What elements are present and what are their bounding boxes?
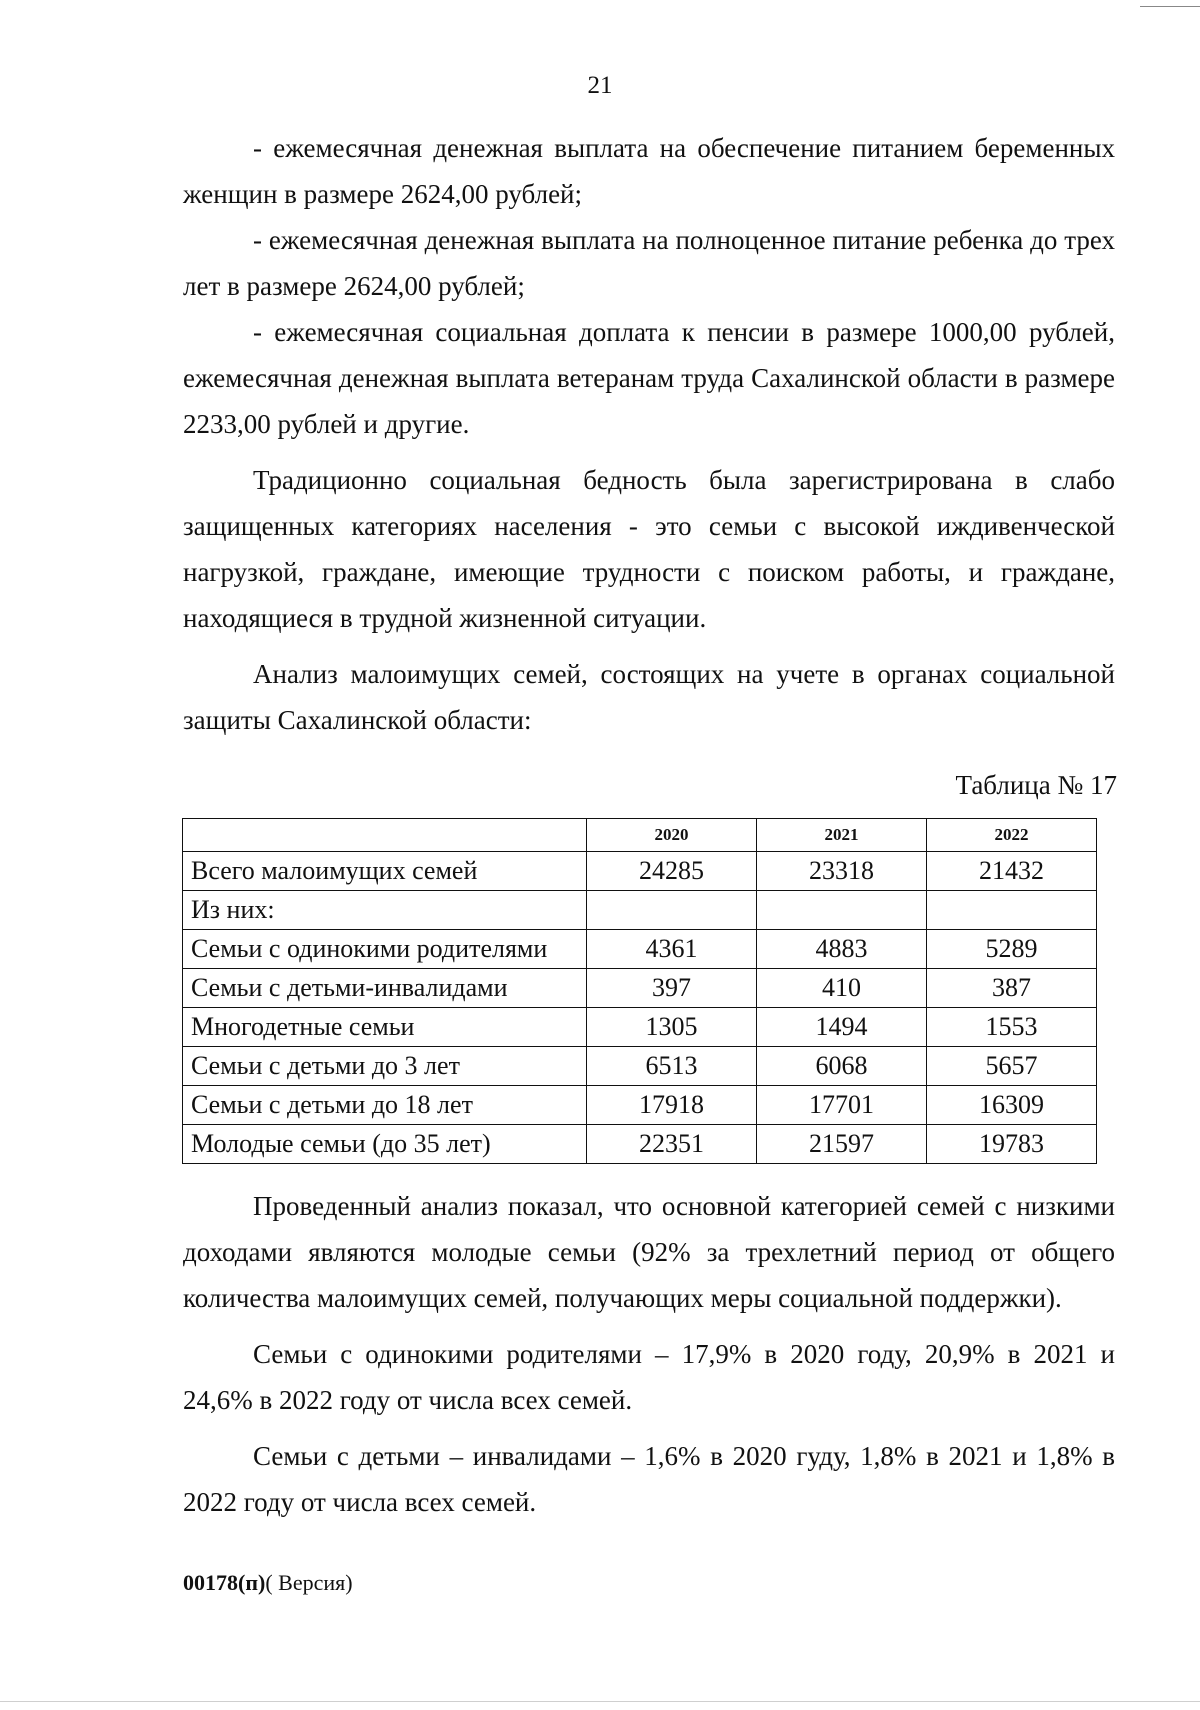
table-row-label: Из них: bbox=[183, 891, 587, 930]
text-block-top bbox=[183, 125, 1115, 743]
table-row-label: Многодетные семьи bbox=[183, 1008, 587, 1047]
paragraph: - ежемесячная социальная доплата к пенсии в размере 1000,00 рублей, ежемесячная денежная выплата ветеранам труда Сахалинской области в размере 2233,00 рублей и другие. bbox=[183, 317, 1115, 439]
table-cell: 4883 bbox=[757, 930, 927, 969]
table-cell: 23318 bbox=[757, 852, 927, 891]
table-cell: 1305 bbox=[587, 1008, 757, 1047]
table-cell: 19783 bbox=[927, 1125, 1097, 1164]
text-block-bottom bbox=[183, 1183, 1115, 1525]
table-cell: 4361 bbox=[587, 930, 757, 969]
table-cell: 387 bbox=[927, 969, 1097, 1008]
table-row-label: Семьи с детьми до 3 лет bbox=[183, 1047, 587, 1086]
page-number: 21 bbox=[587, 72, 613, 99]
table-cell: 21597 bbox=[757, 1125, 927, 1164]
table-row-label: Семьи с детьми-инвалидами bbox=[183, 969, 587, 1008]
scan-edge-line bbox=[1140, 6, 1200, 7]
table-row bbox=[183, 930, 1097, 969]
table-cell: 410 bbox=[757, 969, 927, 1008]
table-cell: 5289 bbox=[927, 930, 1097, 969]
table-cell: 1494 bbox=[757, 1008, 927, 1047]
table-row bbox=[183, 891, 1097, 930]
table-header-cell: 2021 bbox=[757, 819, 927, 852]
table-row bbox=[183, 1047, 1097, 1086]
table-cell: 24285 bbox=[587, 852, 757, 891]
table-row-label: Молодые семьи (до 35 лет) bbox=[183, 1125, 587, 1164]
paragraph: Традиционно социальная бедность была зарегистрирована в слабо защищенных категориях населения - это семьи с высокой иждивенческой нагрузкой, граждане, имеющие трудности с поиском работы, и граждане, находящиеся в трудной жизненной ситуации. bbox=[183, 465, 1115, 633]
table-header-cell bbox=[183, 819, 587, 852]
table-row-label: Семьи с детьми до 18 лет bbox=[183, 1086, 587, 1125]
table-header-cell: 2020 bbox=[587, 819, 757, 852]
document-version: ( Версия) bbox=[265, 1570, 353, 1595]
table-cell: 17918 bbox=[587, 1086, 757, 1125]
table-cell bbox=[757, 891, 927, 930]
paragraph: - ежемесячная денежная выплата на полноценное питание ребенка до трех лет в размере 2624,00 рублей; bbox=[183, 225, 1115, 301]
table-header-cell: 2022 bbox=[927, 819, 1097, 852]
table-header-row bbox=[183, 819, 1097, 852]
table-cell: 397 bbox=[587, 969, 757, 1008]
table-cell: 5657 bbox=[927, 1047, 1097, 1086]
paragraph: Семьи с одинокими родителями – 17,9% в 2020 году, 20,9% в 2021 и 24,6% в 2022 году от числа всех семей. bbox=[183, 1339, 1115, 1415]
table-row bbox=[183, 1086, 1097, 1125]
document-code: 00178(п) bbox=[183, 1570, 266, 1595]
table-row-label: Всего малоимущих семей bbox=[183, 852, 587, 891]
table-cell: 17701 bbox=[757, 1086, 927, 1125]
table-cell: 22351 bbox=[587, 1125, 757, 1164]
table-cell: 21432 bbox=[927, 852, 1097, 891]
data-table bbox=[182, 818, 1097, 1164]
table-caption: Таблица № 17 bbox=[955, 770, 1117, 800]
document-footer bbox=[183, 1570, 353, 1596]
table-cell: 16309 bbox=[927, 1086, 1097, 1125]
table-cell: 6513 bbox=[587, 1047, 757, 1086]
table-row bbox=[183, 1125, 1097, 1164]
paragraph: Анализ малоимущих семей, состоящих на учете в органах социальной защиты Сахалинской области: bbox=[183, 659, 1115, 735]
scan-edge-line bbox=[0, 1701, 1200, 1702]
table-row bbox=[183, 969, 1097, 1008]
table-cell: 6068 bbox=[757, 1047, 927, 1086]
table-cell bbox=[927, 891, 1097, 930]
table-row bbox=[183, 1008, 1097, 1047]
table-cell bbox=[587, 891, 757, 930]
table-row-label: Семьи с одинокими родителями bbox=[183, 930, 587, 969]
paragraph: Проведенный анализ показал, что основной категорией семей с низкими доходами являются молодые семьи (92% за трехлетний период от общего количества малоимущих семей, получающих меры социальной поддержки). bbox=[183, 1191, 1115, 1313]
paragraph: - ежемесячная денежная выплата на обеспечение питанием беременных женщин в размере 2624,00 рублей; bbox=[183, 133, 1115, 209]
paragraph: Семьи с детьми – инвалидами – 1,6% в 2020 гуду, 1,8% в 2021 и 1,8% в 2022 году от числа всех семей. bbox=[183, 1441, 1115, 1517]
table-cell: 1553 bbox=[927, 1008, 1097, 1047]
table-row bbox=[183, 852, 1097, 891]
